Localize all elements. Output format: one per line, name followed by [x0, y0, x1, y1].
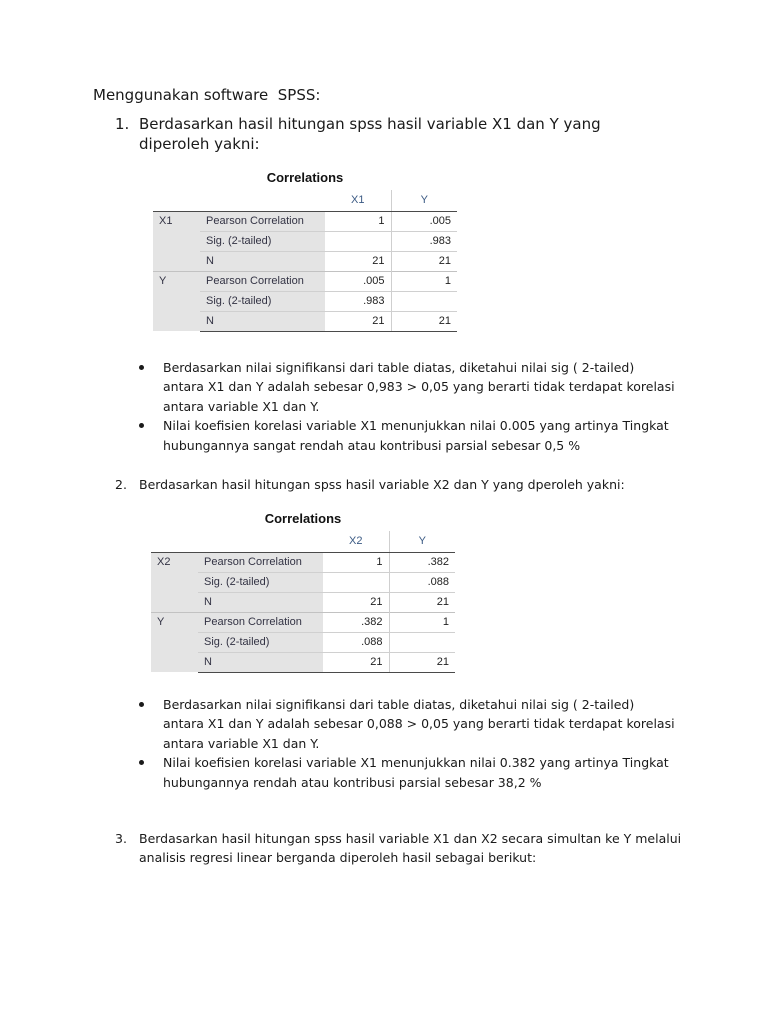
stat-label: N — [200, 251, 325, 271]
column-header-y: Y — [391, 190, 457, 211]
list-item-text: Berdasarkan hasil hitungan spss hasil variable X2 dan Y yang dperoleh yakni: — [139, 477, 625, 492]
table-cell: .088 — [389, 572, 455, 592]
correlations-table-1 — [153, 170, 457, 334]
bullet-list-1 — [138, 358, 678, 455]
correlations-grid — [151, 531, 455, 673]
table-cell: 1 — [391, 271, 457, 291]
bullet-icon — [139, 760, 144, 765]
bullet-list-2 — [138, 695, 678, 792]
stat-label: Sig. (2-tailed) — [198, 572, 323, 592]
table-row — [153, 271, 457, 291]
stat-label: N — [198, 652, 323, 672]
correlations-table-2 — [151, 511, 455, 675]
stat-label: Pearson Correlation — [200, 211, 325, 231]
table-cell — [389, 632, 455, 652]
table-cell: .382 — [389, 552, 455, 572]
list-item — [138, 416, 678, 455]
table-cell: .005 — [325, 271, 391, 291]
column-header-x2: X2 — [323, 531, 389, 552]
table-corner — [151, 531, 323, 552]
row-group-label: Y — [153, 271, 200, 331]
row-group-label: Y — [151, 612, 198, 672]
stat-label: Sig. (2-tailed) — [200, 231, 325, 251]
table-cell: 1 — [325, 211, 391, 231]
table-cell: 21 — [325, 311, 391, 331]
table-title: Correlations — [264, 511, 342, 526]
table-cell: .088 — [323, 632, 389, 652]
table-row — [153, 211, 457, 231]
table-cell: 21 — [389, 652, 455, 672]
row-group-label: X1 — [153, 211, 200, 271]
table-cell: 21 — [391, 311, 457, 331]
table-cell — [391, 291, 457, 311]
bullet-icon — [139, 365, 144, 370]
bullet-text: Berdasarkan nilai signifikansi dari table diatas, diketahui nilai sig ( 2-tailed) antara X1 dan Y adalah sebesar 0,088 > 0,05 yang berarti tidak terdapat korelasi antara variable X1 dan Y. — [163, 697, 675, 751]
table-cell: .382 — [323, 612, 389, 632]
row-group-label: X2 — [151, 552, 198, 612]
stat-label: N — [198, 592, 323, 612]
bullet-text: Nilai koefisien korelasi variable X1 menunjukkan nilai 0.382 yang artinya Tingkat hubungannya rendah atau kontribusi parsial sebesar 38,2 % — [163, 755, 669, 790]
stat-label: Pearson Correlation — [200, 271, 325, 291]
stat-label: Pearson Correlation — [198, 612, 323, 632]
table-cell: 21 — [323, 652, 389, 672]
table-cell: .983 — [325, 291, 391, 311]
table-cell: 21 — [389, 592, 455, 612]
bullet-icon — [139, 423, 144, 428]
table-cell: .983 — [391, 231, 457, 251]
table-title: Correlations — [266, 170, 344, 185]
list-item — [138, 358, 678, 416]
table-cell: 1 — [389, 612, 455, 632]
stat-label: N — [200, 311, 325, 331]
list-number: 3. — [115, 831, 127, 846]
stat-label: Pearson Correlation — [198, 552, 323, 572]
list-item — [138, 695, 678, 753]
list-item — [138, 753, 678, 792]
table-cell: 1 — [323, 552, 389, 572]
bullet-text: Nilai koefisien korelasi variable X1 menunjukkan nilai 0.005 yang artinya Tingkat hubungannya sangat rendah atau kontribusi parsial sebesar 0,5 % — [163, 418, 669, 453]
page-heading: Menggunakan software SPSS: — [93, 86, 321, 104]
list-number: 2. — [115, 477, 127, 492]
table-row — [151, 552, 455, 572]
table-cell — [325, 231, 391, 251]
table-cell — [323, 572, 389, 592]
table-cell: 21 — [391, 251, 457, 271]
correlations-grid — [153, 190, 457, 332]
table-cell: 21 — [323, 592, 389, 612]
table-cell: 21 — [325, 251, 391, 271]
column-header-x1: X1 — [325, 190, 391, 211]
stat-label: Sig. (2-tailed) — [198, 632, 323, 652]
bullet-text: Berdasarkan nilai signifikansi dari table diatas, diketahui nilai sig ( 2-tailed) antara X1 dan Y adalah sebesar 0,983 > 0,05 yang berarti tidak terdapat korelasi antara variable X1 dan Y. — [163, 360, 675, 414]
list-item-text: Berdasarkan hasil hitungan spss hasil variable X1 dan Y yang diperoleh yakni: — [139, 115, 601, 153]
table-cell: .005 — [391, 211, 457, 231]
column-header-y: Y — [389, 531, 455, 552]
list-item-text: Berdasarkan hasil hitungan spss hasil variable X1 dan X2 secara simultan ke Y melalui analisis regresi linear berganda diperoleh hasil sebagai berikut: — [139, 831, 682, 865]
stat-label: Sig. (2-tailed) — [200, 291, 325, 311]
table-row — [151, 612, 455, 632]
table-corner — [153, 190, 325, 211]
bullet-icon — [139, 702, 144, 707]
list-number: 1. — [115, 115, 130, 133]
